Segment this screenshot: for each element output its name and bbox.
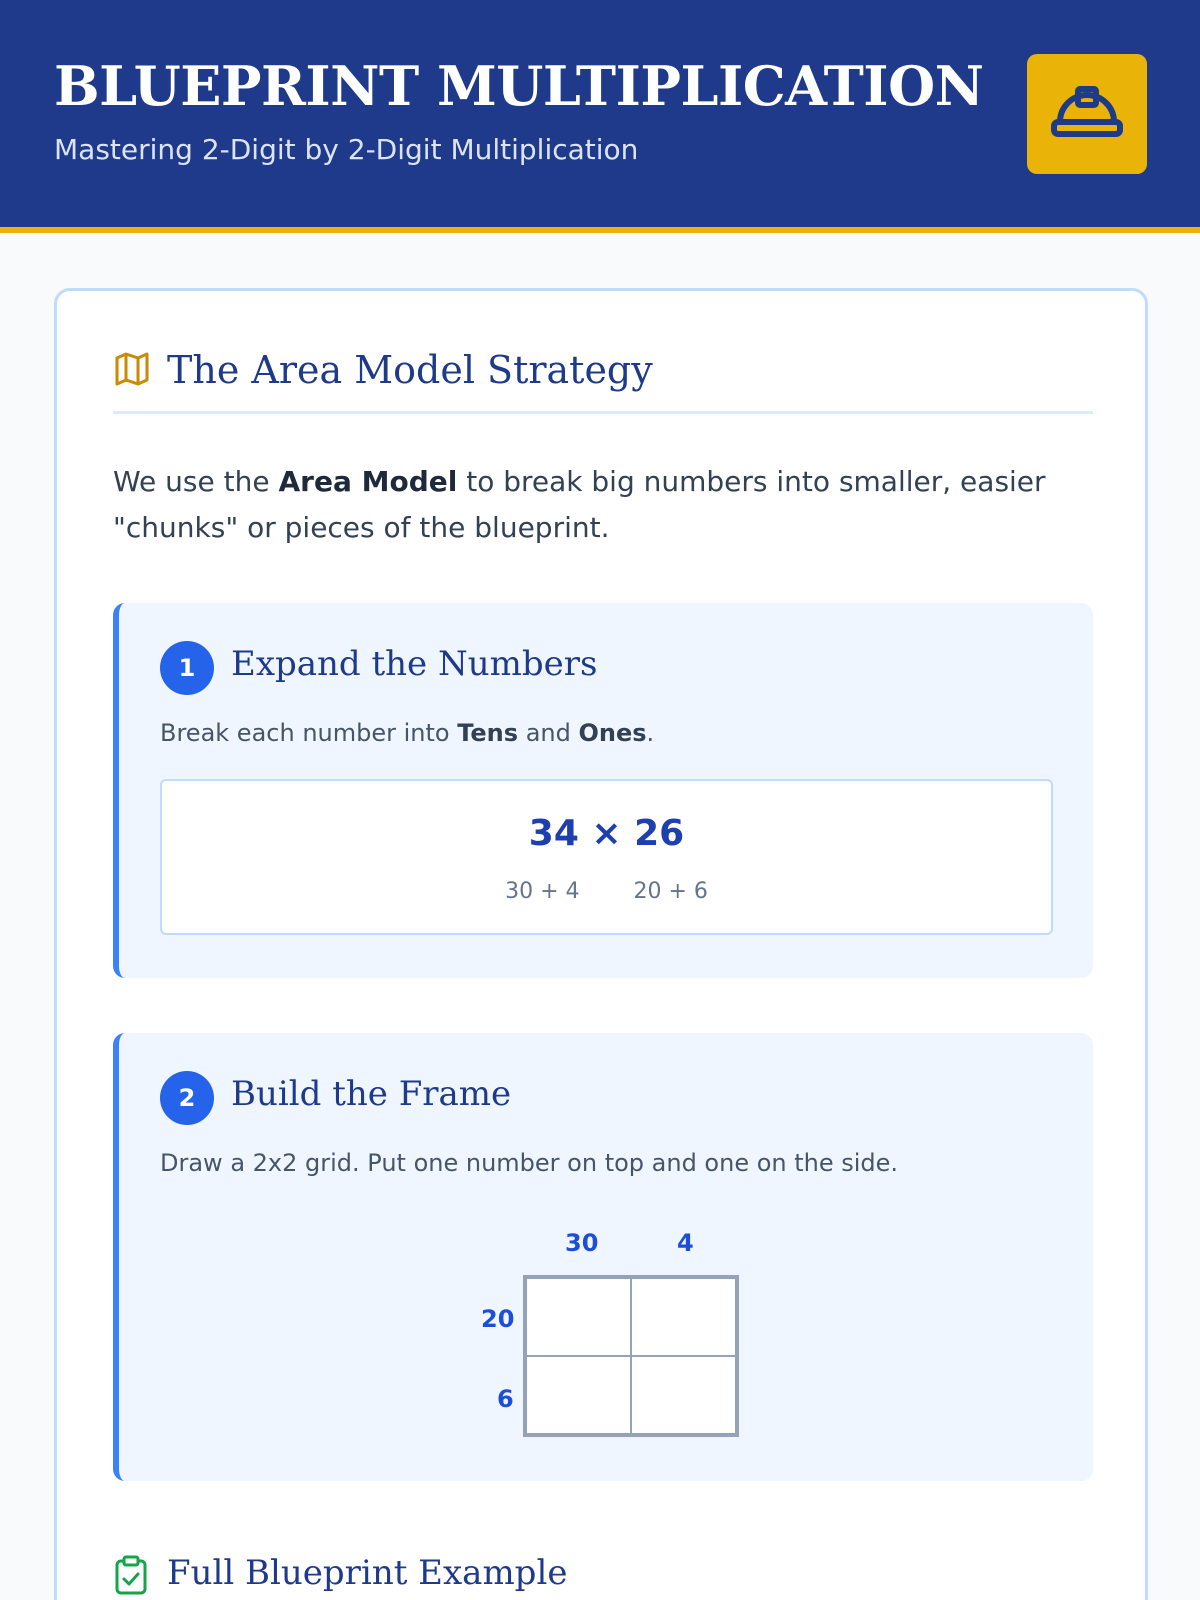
expanded-part: 20 + 6: [633, 879, 708, 904]
step-desc-bold-ones: Ones: [578, 719, 647, 747]
section-header: [113, 348, 1093, 414]
multiplication-equation: 34 × 26: [528, 813, 685, 854]
page-header: [0, 0, 1200, 233]
step-title: Build the Frame: [231, 1074, 512, 1114]
step-desc-middle: and: [518, 719, 579, 747]
step-desc-bold-tens: Tens: [457, 719, 519, 747]
grid-side-label: 20: [481, 1305, 515, 1333]
grid-cell: [526, 1356, 631, 1434]
next-section-header: [113, 1553, 1093, 1600]
expanded-part: 30 + 4: [505, 879, 580, 904]
intro-suffix: to break big numbers into smaller, easier "chunks" or pieces of the blueprint.: [113, 465, 1046, 544]
map-icon: [113, 350, 151, 392]
hard-hat-badge: [1027, 54, 1147, 174]
area-grid: [523, 1275, 739, 1437]
strategy-card: [54, 288, 1148, 1600]
section-title: The Area Model Strategy: [167, 348, 653, 392]
hard-hat-icon: [1050, 82, 1124, 146]
grid-cell: [526, 1278, 631, 1356]
area-grid-frame: [119, 1229, 1093, 1459]
intro-prefix: We use the: [113, 465, 279, 498]
step-number: 2: [160, 1071, 214, 1125]
intro-bold: Area Model: [278, 465, 458, 498]
grid-top-label: 30: [565, 1229, 599, 1257]
step-desc-suffix: .: [646, 719, 655, 747]
step-title: Expand the Numbers: [231, 644, 598, 684]
grid-top-label: 4: [677, 1229, 694, 1257]
step-expand: [113, 603, 1093, 978]
step-description: Draw a 2x2 grid. Put one number on top and one on the side.: [160, 1149, 899, 1177]
grid-side-label: 6: [497, 1385, 514, 1413]
grid-cell: [631, 1278, 736, 1356]
expanded-parts: [162, 879, 1051, 904]
grid-cell: [631, 1356, 736, 1434]
page-subtitle: Mastering 2-Digit by 2-Digit Multiplication: [54, 133, 639, 166]
intro-text: [113, 459, 1093, 551]
expansion-box: [160, 779, 1053, 935]
step-desc-prefix: Break each number into: [160, 719, 458, 747]
step-number: 1: [160, 641, 214, 695]
page-title: BLUEPRINT MULTIPLICATION: [54, 54, 984, 118]
step-frame: [113, 1033, 1093, 1481]
next-section-title: Full Blueprint Example: [167, 1553, 568, 1593]
clipboard-check-icon: [113, 1555, 149, 1599]
step-description: [160, 719, 654, 747]
